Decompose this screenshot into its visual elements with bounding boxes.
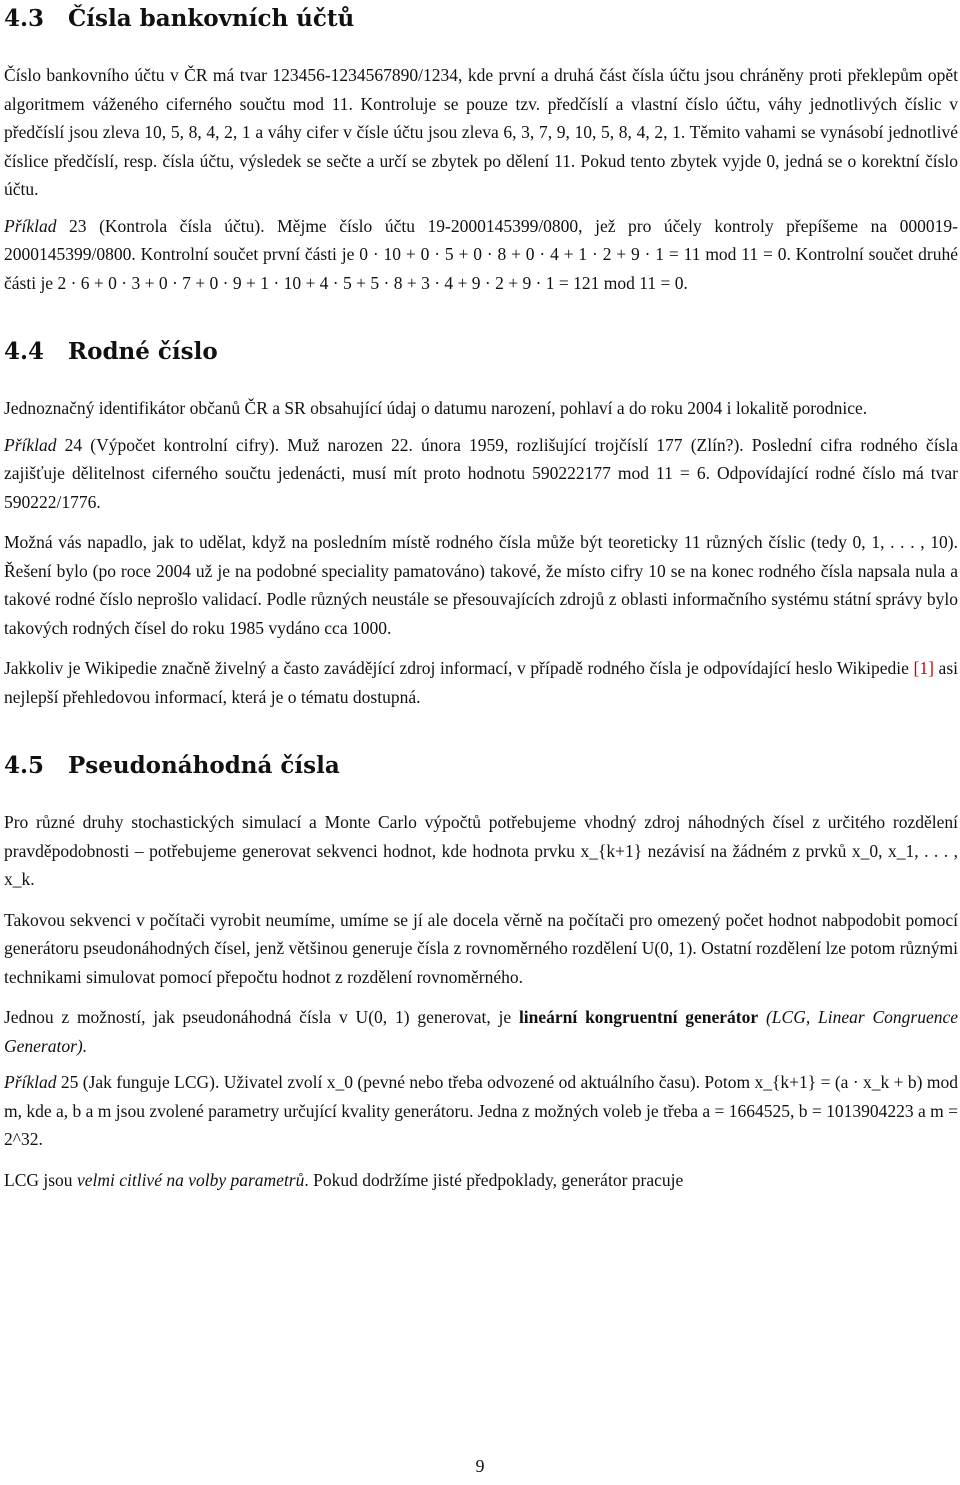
example-text: 25 (Jak funguje LCG). Uživatel zvolí x_0 (pevné nebo třeba odvozené od aktuálního času). Potom x_{k+1} = (a · x_k + b) mod m, kde a, b a m jsou zvolené parametry určující kvality generátoru. Jedna z možných voleb je třeba a = 1664525, b = 1013904223 a m = 2^32.	[4, 1072, 958, 1149]
paragraph-lcg-sensitivity	[4, 1166, 958, 1195]
lcg-abbreviation: (LCG, Linear Congruence Generator).	[4, 1007, 959, 1056]
example-label: Příklad	[4, 434, 57, 455]
section-title: Rodné číslo	[68, 338, 218, 365]
paragraph-lcg-intro	[4, 1003, 958, 1060]
section-heading-4-3	[4, 4, 958, 34]
section-heading-4-5	[4, 751, 958, 781]
text: LCG jsou	[4, 1169, 77, 1190]
section-number: 4.3	[4, 5, 45, 32]
paragraph-birth-number-history: Možná vás napadlo, jak to udělat, když na posledním místě rodného čísla může být teoreticky 11 různých číslic (tedy 0, 1, . . . , 10). Řešení bylo (po roce 2004 už je na podobné speciality pamatováno) takové, že místo cifry 10 se na konec rodného čísla napsala nula a takové rodné číslo neprošlo validací. Podle různých neustále se přesouvajících zdrojů z oblasti informačního systému státní správy bylo takových rodných čísel do roku 1985 vydáno cca 1000.	[4, 532, 958, 638]
example-text: 23 (Kontrola čísla účtu). Mějme číslo účtu 19-2000145399/0800, jež pro účely kontroly přepíšeme na 000019-2000145399/0800. Kontrolní součet první části je 0 · 10 + 0 · 5 + 0 · 8 + 0 · 4 + 1 · 2 + 9 · 1 = 11 mod 11 = 0. Kontrolní součet druhé části je 2 · 6 + 0 · 3 + 0 · 7 + 0 · 9 + 1 · 10 + 4 · 5 + 5 · 8 + 3 · 4 + 9 · 2 + 9 · 1 = 121 mod 11 = 0.	[4, 215, 958, 293]
paragraph-pseudorandom-intro: Pro různé druhy stochastických simulací a Monte Carlo výpočtů potřebujeme vhodný zdroj náhodných čísel z určitého rozdělení pravděpodobnosti – potřebujeme generovat sekvenci hodnot, kde hodnota prvku x_{k+1} nezávisí na žádném z prvků x_0, x_1, . . . , x_k.	[4, 812, 958, 889]
citation-link[interactable]: [1]	[913, 658, 934, 678]
paragraph-bank-account: Číslo bankovního účtu v ČR má tvar 123456-1234567890/1234, kde první a druhá část čísla účtu jsou chráněny proti překlepům opět algoritmem váženého ciferného součtu mod 11. Kontroluje se pouze tzv. předčíslí a vlastní číslo účtu, váhy jednotlivých číslic v předčíslí jsou zleva 10, 5, 8, 4, 2, 1 a váhy cifer v čísle účtu jsou zleva 6, 3, 7, 9, 10, 5, 8, 4, 2, 1. Těmito vahami se vynásobí jednotlivé číslice předčíslí, resp. čísla účtu, výsledek se sečte a určí se zbytek po dělení 11. Pokud tento zbytek vyjde 0, jedná se o korektní číslo účtu.	[4, 65, 958, 199]
text: . Pokud dodržíme jisté předpoklady, generátor pracuje	[304, 1169, 684, 1190]
page-number: 9	[475, 1456, 485, 1476]
example-23	[4, 212, 958, 298]
example-text: 24 (Výpočet kontrolní cifry). Muž narozen 22. února 1959, rozlišující trojčíslí 177 (Zlín?). Poslední cifra rodného čísla zajišťuje dělitelnost ciferného součtu jedenácti, musí mít proto hodnotu 590222177 mod 11 = 6. Odpovídající rodné číslo má tvar 590222/1776.	[4, 434, 958, 512]
document-page	[4, 0, 958, 1194]
section-title: Čísla bankovních účtů	[68, 5, 355, 32]
section-heading-4-4	[4, 337, 958, 367]
lcg-term: lineární kongruentní generátor	[518, 1007, 759, 1027]
paragraph-birth-number-intro: Jednoznačný identifikátor občanů ČR a SR obsahující údaj o datumu narození, pohlaví a do roku 2004 i lokalitě porodnice.	[4, 398, 868, 418]
paragraph-pseudorandom-generator: Takovou sekvenci v počítači vyrobit neumíme, umíme se jí ale docela věrně na počítači pro omezený počet hodnot nabpodobit pomocí generátoru pseudonáhodných čísel, jenž většinou generuje čísla z rovnoměrného rozdělení U(0, 1). Ostatní rozdělení lze potom různými technikami simulovat pomocí přepočtu hodnot z rozdělení rovnoměrného.	[4, 909, 958, 987]
example-25	[4, 1068, 958, 1154]
section-title: Pseudonáhodná čísla	[68, 752, 340, 779]
section-number: 4.4	[4, 338, 45, 365]
emphasis: velmi citlivé na volby parametrů	[76, 1169, 305, 1190]
example-label: Příklad	[4, 215, 57, 236]
text: Jakkoliv je Wikipedie značně živelný a často zavádějící zdroj informací, v případě rodného čísla je odpovídající heslo Wikipedie	[4, 658, 914, 678]
section-number: 4.5	[4, 752, 45, 779]
example-24	[4, 431, 958, 517]
text: asi nejlepší přehledovou informací, která je o tématu dostupná.	[4, 658, 958, 707]
example-label: Příklad	[4, 1072, 57, 1092]
text: Jednou z možností, jak pseudonáhodná čísla v U(0, 1) generovat, je	[4, 1007, 519, 1027]
paragraph-wikipedia	[4, 654, 958, 711]
